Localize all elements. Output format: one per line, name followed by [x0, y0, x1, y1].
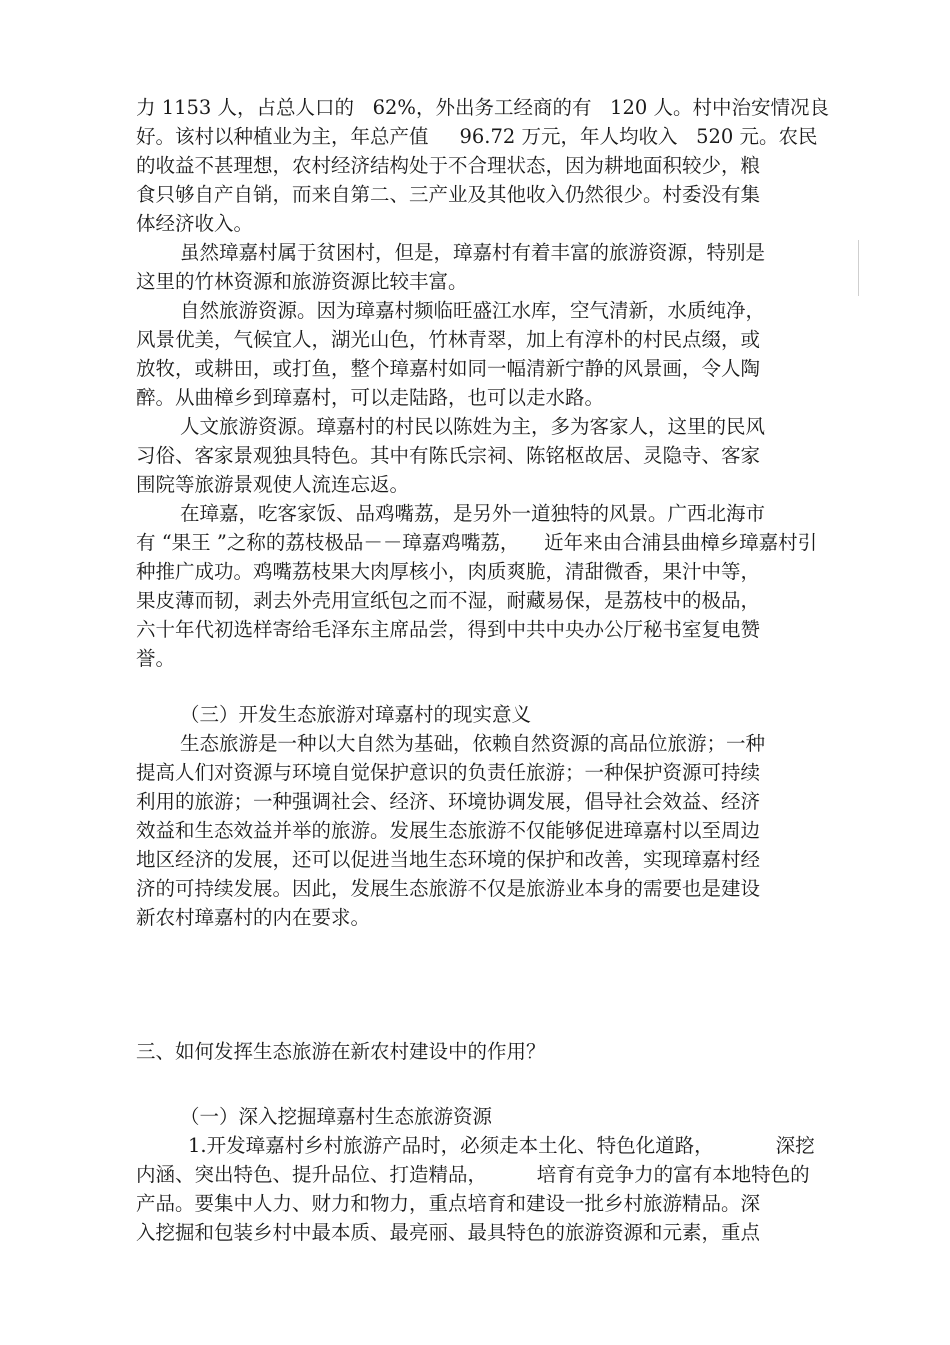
paragraph-start: 人文旅游资源。璋嘉村的村民以陈姓为主，多为客家人，这里的民风	[180, 415, 766, 438]
paragraph-start: 虽然璋嘉村属于贫困村，但是，璋嘉村有着丰富的旅游资源，特别是	[180, 241, 766, 264]
text-line: 提高人们对资源与环境自觉保护意识的负责任旅游；一种保护资源可持续	[136, 761, 761, 784]
text-line: 入挖掘和包装乡村中最本质、最亮丽、最具特色的旅游资源和元素，重点	[136, 1221, 761, 1244]
text-line: 醉。从曲樟乡到璋嘉村，可以走陆路，也可以走水路。	[136, 386, 605, 409]
text-line: 内涵、突出特色、提升品位、打造精品， 培育有竞争力的富有本地特色的	[136, 1163, 810, 1186]
chapter-heading: 三、如何发挥生态旅游在新农村建设中的作用？	[136, 1040, 546, 1063]
text-line: 习俗、客家景观独具特色。其中有陈氏宗祠、陈铭枢故居、灵隐寺、客家	[136, 444, 761, 467]
text-line: 誉。	[136, 647, 176, 670]
text-line: 果皮薄而韧，剥去外壳用宣纸包之而不湿，耐藏易保，是荔枝中的极品，	[136, 589, 761, 612]
text-line: 效益和生态效益并举的旅游。发展生态旅游不仅能够促进璋嘉村以至周边	[136, 819, 761, 842]
text-line: 的收益不甚理想，农村经济结构处于不合理状态，因为耕地面积较少，粮	[136, 154, 761, 177]
text-line: 利用的旅游；一种强调社会、经济、环境协调发展，倡导社会效益、经济	[136, 790, 761, 813]
paragraph-start: 生态旅游是一种以大自然为基础，依赖自然资源的高品位旅游；一种	[180, 732, 766, 755]
paragraph-start: 1.开发璋嘉村乡村旅游产品时，必须走本土化、特色化道路， 深挖	[188, 1134, 815, 1157]
text-line: 力 1153 人，占总人口的 62%，外出务工经商的有 120 人。村中治安情况良	[136, 96, 829, 119]
text-line: 风景优美，气候宜人，湖光山色，竹林青翠，加上有淳朴的村民点缀，或	[136, 328, 761, 351]
text-line: 这里的竹林资源和旅游资源比较丰富。	[136, 270, 468, 293]
paragraph-start: 自然旅游资源。因为璋嘉村频临旺盛江水库，空气清新，水质纯净，	[180, 299, 766, 322]
text-line: 食只够自产自销，而来自第二、三产业及其他收入仍然很少。村委没有集	[136, 183, 761, 206]
text-line: 放牧，或耕田，或打鱼，整个璋嘉村如同一幅清新宁静的风景画，令人陶	[136, 357, 761, 380]
text-line: 围院等旅游景观使人流连忘返。	[136, 473, 410, 496]
section-heading: （一）深入挖掘璋嘉村生态旅游资源	[180, 1105, 493, 1128]
text-line: 产品。要集中人力、财力和物力，重点培育和建设一批乡村旅游精品。深	[136, 1192, 761, 1215]
text-line: 地区经济的发展，还可以促进当地生态环境的保护和改善，实现璋嘉村经	[136, 848, 761, 871]
text-line: 好。该村以种植业为主，年总产值 96.72 万元，年人均收入 520 元。农民	[136, 125, 818, 148]
text-line: 济的可持续发展。因此，发展生态旅游不仅是旅游业本身的需要也是建设	[136, 877, 761, 900]
text-line: 新农村璋嘉村的内在要求。	[136, 906, 371, 929]
page-edge-mark	[858, 240, 859, 296]
text-line: 六十年代初选样寄给毛泽东主席品尝，得到中共中央办公厅秘书室复电赞	[136, 618, 761, 641]
paragraph-start: 在璋嘉，吃客家饭、品鸡嘴荔，是另外一道独特的风景。广西北海市	[180, 502, 766, 525]
text-line: 体经济收入。	[136, 212, 254, 235]
text-line: 有 “果王 ”之称的荔枝极品－－璋嘉鸡嘴荔， 近年来由合浦县曲樟乡璋嘉村引	[136, 531, 818, 554]
section-heading: （三）开发生态旅游对璋嘉村的现实意义	[180, 703, 532, 726]
text-line: 种推广成功。鸡嘴荔枝果大肉厚核小，肉质爽脆，清甜微香，果汁中等，	[136, 560, 761, 583]
